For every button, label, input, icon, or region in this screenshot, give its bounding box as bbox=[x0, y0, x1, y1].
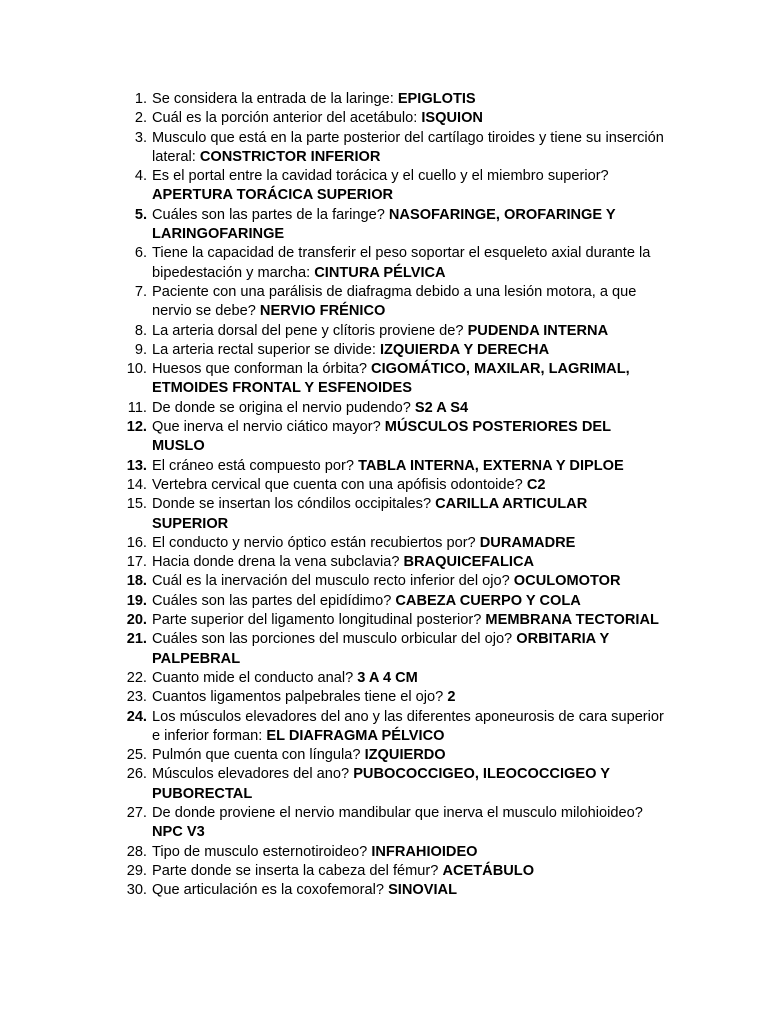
item-number: 18. bbox=[126, 573, 147, 590]
answer-text: EL DIAFRAGMA PÉLVICO bbox=[266, 727, 445, 744]
list-item bbox=[0, 534, 664, 553]
answer-text: 3 A 4 CM bbox=[357, 669, 418, 686]
list-item bbox=[0, 399, 664, 418]
answer-text: CABEZA CUERPO Y COLA bbox=[395, 592, 581, 609]
item-number: 3. bbox=[134, 129, 147, 146]
list-item bbox=[0, 572, 664, 591]
question-text: Que inerva el nervio ciático mayor? bbox=[152, 419, 385, 436]
list-item bbox=[0, 129, 664, 168]
list-item bbox=[0, 476, 664, 495]
answer-text: CONSTRICTOR INFERIOR bbox=[199, 148, 381, 165]
answer-text: MEMBRANA TECTORIAL bbox=[485, 612, 659, 629]
list-item bbox=[0, 862, 664, 881]
question-text: Cuáles son las partes del epidídimo? bbox=[152, 592, 396, 609]
question-text: Parte donde se inserta la cabeza del fémur? bbox=[152, 862, 443, 879]
list-item bbox=[0, 708, 664, 747]
item-number: 4. bbox=[134, 168, 147, 185]
item-number: 19. bbox=[126, 592, 147, 609]
item-number: 21. bbox=[126, 631, 147, 648]
answer-text: ORBITARIA Y PALPEBRAL bbox=[152, 631, 609, 667]
answer-text: APERTURA TORÁCICA SUPERIOR bbox=[152, 187, 394, 204]
answer-text: OCULOMOTOR bbox=[513, 573, 621, 590]
answer-text: NPC V3 bbox=[152, 824, 205, 841]
item-number: 17. bbox=[126, 554, 147, 571]
question-text: La arteria rectal superior se divide: bbox=[152, 341, 380, 358]
list-item bbox=[0, 630, 664, 669]
question-text: Es el portal entre la cavidad torácica y el cuello y el miembro superior? bbox=[152, 168, 609, 185]
list-item bbox=[0, 322, 664, 341]
answer-text: INFRAHIOIDEO bbox=[371, 843, 478, 860]
answer-text: ACETÁBULO bbox=[442, 862, 535, 879]
question-text: Musculo que está en la parte posterior del cartílago tiroides y tiene su inserción lateral: bbox=[152, 129, 664, 165]
answer-text: NERVIO FRÉNICO bbox=[259, 303, 386, 320]
question-text: De donde proviene el nervio mandibular que inerva el musculo milohioideo? bbox=[152, 804, 643, 821]
item-number: 15. bbox=[126, 496, 147, 513]
question-text: El cráneo está compuesto por? bbox=[152, 457, 359, 474]
answer-text: IZQUIERDA Y DERECHA bbox=[379, 341, 550, 358]
item-number: 24. bbox=[126, 708, 147, 725]
list-item bbox=[0, 283, 664, 322]
item-number: 6. bbox=[134, 245, 147, 262]
question-text: Los músculos elevadores del ano y las diferentes aponeurosis de cara superior e inferior forman: bbox=[152, 708, 664, 744]
item-number: 7. bbox=[134, 283, 147, 300]
answer-text: CINTURA PÉLVICA bbox=[314, 264, 446, 281]
document-page bbox=[0, 90, 768, 900]
question-text: Donde se insertan los cóndilos occipitales? bbox=[152, 496, 436, 513]
question-text: Cuáles son las porciones del musculo orbicular del ojo? bbox=[152, 631, 517, 648]
answer-text: CARILLA ARTICULAR SUPERIOR bbox=[152, 496, 588, 532]
item-number: 25. bbox=[126, 747, 147, 764]
question-text: Se considera la entrada de la laringe: bbox=[152, 91, 398, 107]
answer-text: DURAMADRE bbox=[479, 534, 576, 551]
item-number: 9. bbox=[134, 341, 147, 358]
list-item bbox=[0, 881, 664, 900]
list-item bbox=[0, 553, 664, 572]
question-text: Hacia donde drena la vena subclavia? bbox=[152, 554, 404, 571]
list-item bbox=[0, 341, 664, 360]
question-text: Músculos elevadores del ano? bbox=[152, 766, 354, 783]
item-number: 8. bbox=[134, 322, 147, 339]
question-list bbox=[0, 90, 768, 900]
list-item bbox=[0, 669, 664, 688]
item-number: 22. bbox=[126, 669, 147, 686]
item-number: 27. bbox=[126, 804, 147, 821]
list-item bbox=[0, 418, 664, 457]
list-item bbox=[0, 457, 664, 476]
question-text: Tipo de musculo esternotiroideo? bbox=[152, 843, 372, 860]
list-item bbox=[0, 611, 664, 630]
item-number: 16. bbox=[126, 534, 147, 551]
question-text: Cuál es la inervación del musculo recto inferior del ojo? bbox=[152, 573, 514, 590]
question-text: Paciente con una parálisis de diafragma debido a una lesión motora, a que nervio se debe? bbox=[152, 283, 637, 320]
answer-text: BRAQUICEFALICA bbox=[403, 554, 535, 571]
question-text: Cuáles son las partes de la faringe? bbox=[152, 206, 389, 223]
item-number: 20. bbox=[126, 612, 147, 629]
item-number: 10. bbox=[126, 361, 147, 378]
answer-text: CIGOMÁTICO, MAXILAR, LAGRIMAL, ETMOIDES FRONTAL Y ESFENOIDES bbox=[152, 361, 630, 397]
answer-text: S2 A S4 bbox=[414, 399, 469, 416]
question-text: La arteria dorsal del pene y clítoris proviene de? bbox=[152, 322, 468, 339]
question-text: Huesos que conforman la órbita? bbox=[152, 361, 372, 378]
answer-text: 2 bbox=[447, 689, 456, 706]
item-number: 23. bbox=[126, 689, 147, 706]
question-text: Cuanto mide el conducto anal? bbox=[152, 669, 358, 686]
item-number: 2. bbox=[134, 110, 147, 127]
answer-text: PUBOCOCCIGEO, ILEOCOCCIGEO Y PUBORECTAL bbox=[152, 766, 610, 802]
item-number: 11. bbox=[127, 399, 147, 416]
item-number: 14. bbox=[126, 476, 147, 493]
item-number: 12. bbox=[126, 419, 147, 436]
item-number: 29. bbox=[126, 862, 147, 879]
item-number: 30. bbox=[126, 882, 147, 899]
question-text: Que articulación es la coxofemoral? bbox=[152, 882, 389, 899]
answer-text: SINOVIAL bbox=[388, 882, 457, 899]
question-text: Cuál es la porción anterior del acetábulo: bbox=[152, 110, 422, 127]
list-item bbox=[0, 109, 664, 128]
item-number: 13. bbox=[126, 457, 147, 474]
item-number: 1. bbox=[134, 91, 147, 107]
question-text: Tiene la capacidad de transferir el peso soportar el esqueleto axial durante la bipedestación y marcha: bbox=[152, 245, 651, 281]
list-item bbox=[0, 244, 664, 283]
answer-text: NASOFARINGE, OROFARINGE Y LARINGOFARINGE bbox=[152, 206, 616, 243]
item-number: 28. bbox=[126, 843, 147, 860]
list-item bbox=[0, 167, 664, 206]
question-text: Vertebra cervical que cuenta con una apófisis odontoide? bbox=[152, 476, 527, 493]
question-text: Parte superior del ligamento longitudinal posterior? bbox=[152, 612, 486, 629]
answer-text: IZQUIERDO bbox=[364, 747, 446, 764]
list-item bbox=[0, 843, 664, 862]
answer-text: PUDENDA INTERNA bbox=[467, 322, 609, 339]
list-item bbox=[0, 746, 664, 765]
list-item bbox=[0, 688, 664, 707]
list-item bbox=[0, 360, 664, 399]
list-item bbox=[0, 804, 664, 843]
list-item bbox=[0, 495, 664, 534]
answer-text: ISQUION bbox=[421, 110, 483, 127]
question-text: Cuantos ligamentos palpebrales tiene el ojo? bbox=[152, 689, 448, 706]
list-item bbox=[0, 206, 664, 245]
question-text: De donde se origina el nervio pudendo? bbox=[152, 399, 415, 416]
list-item bbox=[0, 765, 664, 804]
list-item bbox=[0, 592, 664, 611]
answer-text: MÚSCULOS POSTERIORES DEL MUSLO bbox=[152, 419, 611, 455]
question-text: El conducto y nervio óptico están recubiertos por? bbox=[152, 534, 480, 551]
list-item bbox=[0, 90, 664, 109]
answer-text: TABLA INTERNA, EXTERNA Y DIPLOE bbox=[358, 457, 624, 474]
item-number: 26. bbox=[126, 766, 147, 783]
item-number: 5. bbox=[134, 206, 147, 223]
answer-text: EPIGLOTIS bbox=[397, 91, 476, 107]
question-text: Pulmón que cuenta con língula? bbox=[152, 747, 365, 764]
answer-text: C2 bbox=[526, 476, 546, 493]
